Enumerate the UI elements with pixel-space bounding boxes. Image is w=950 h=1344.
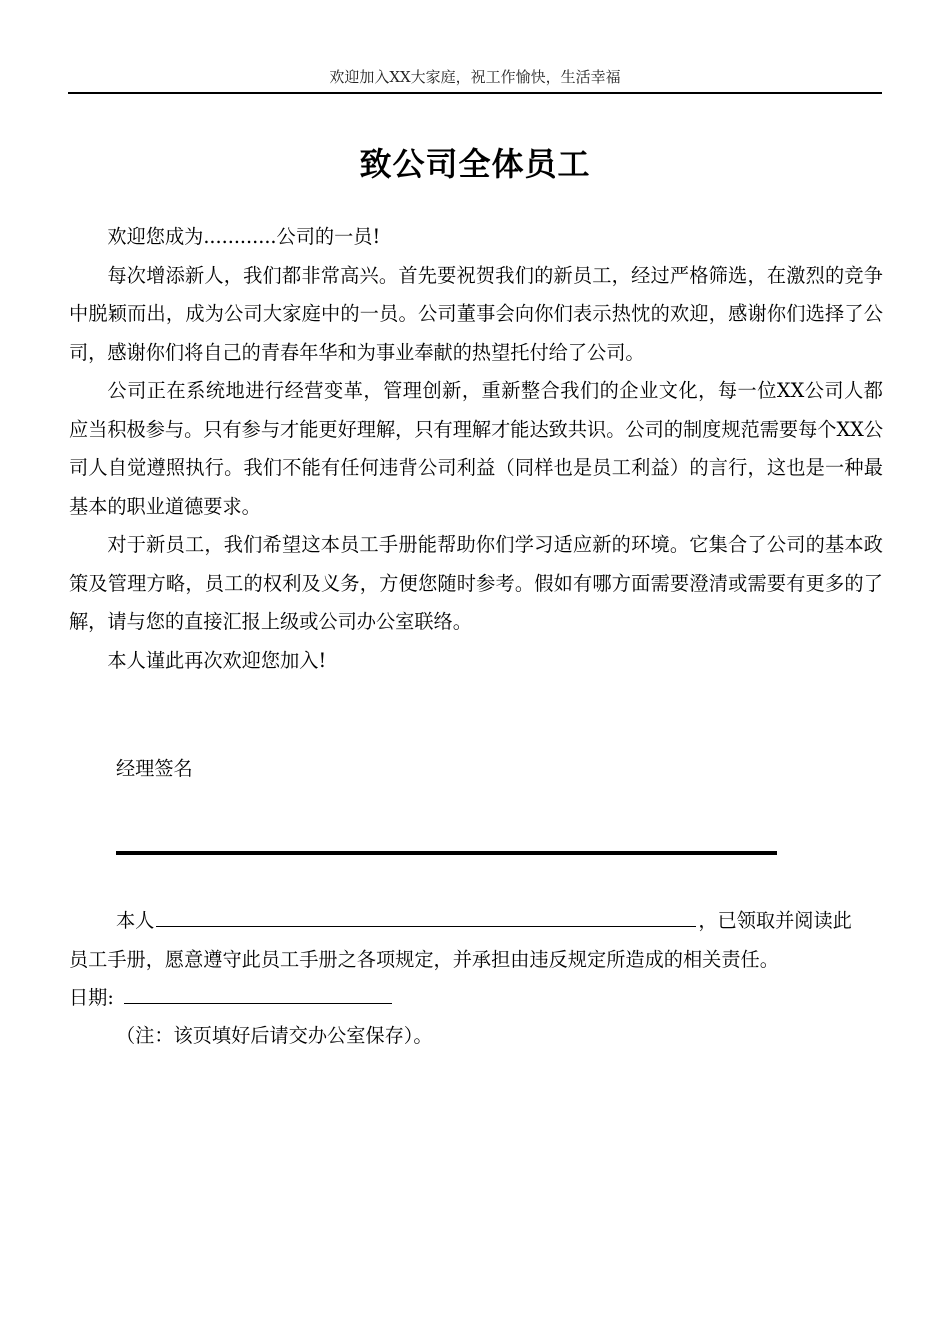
page-header: 欢迎加入XX大家庭，祝工作愉快，生活幸福: [329, 68, 621, 86]
acknowledgement-line-1: [69, 902, 883, 941]
acknowledgement-suffix: ，已领取并阅读此: [698, 909, 852, 932]
acknowledgement-prefix: 本人: [116, 909, 155, 932]
employee-name-blank[interactable]: [156, 902, 696, 927]
manager-signature-line[interactable]: [116, 851, 777, 855]
acknowledgement-block: [69, 902, 883, 1018]
date-label: 日期:: [69, 986, 114, 1009]
footnote: （注：该页填好后请交办公室保存）。: [116, 1024, 433, 1047]
date-line: [69, 979, 883, 1018]
paragraph-handbook: 对于新员工，我们希望这本员工手册能帮助你们学习适应新的环境。它集合了公司的基本政策及管理方略，员工的权利及义务，方便您随时参考。假如有哪方面需要澄清或需要有更多的了解，请与您的直接汇报上级或公司办公室联络。: [69, 533, 883, 633]
acknowledgement-line-2: 员工手册，愿意遵守此员工手册之各项规定，并承担由违反规定所造成的相关责任。: [69, 947, 779, 971]
greeting-paragraph: 欢迎您成为............公司的一员!: [107, 225, 381, 248]
document-title: 致公司全体员工: [359, 145, 591, 183]
letter-body: [69, 218, 883, 680]
closing-paragraph: 本人谨此再次欢迎您加入!: [107, 648, 327, 672]
date-blank[interactable]: [124, 979, 392, 1004]
paragraph-welcome: 每次增添新人，我们都非常高兴。首先要祝贺我们的新员工，经过严格筛选，在激烈的竞争中脱颖而出，成为公司大家庭中的一员。公司董事会向你们表示热忱的欢迎，感谢你们选择了公司，感谢你们将自己的青春年华和为事业奉献的热望托付给了公司。: [69, 263, 883, 364]
manager-signature-label: 经理签名: [116, 757, 193, 780]
header-divider: [68, 92, 882, 94]
paragraph-reform: 公司正在系统地进行经营变革，管理创新，重新整合我们的企业文化，每一位XX公司人都应当积极参与。只有参与才能更好理解，只有理解才能达致共识。公司的制度规范需要每个XX公司人自觉遵照执行。我们不能有任何违背公司利益（同样也是员工利益）的言行，这也是一种最基本的职业道德要求。: [69, 379, 884, 518]
